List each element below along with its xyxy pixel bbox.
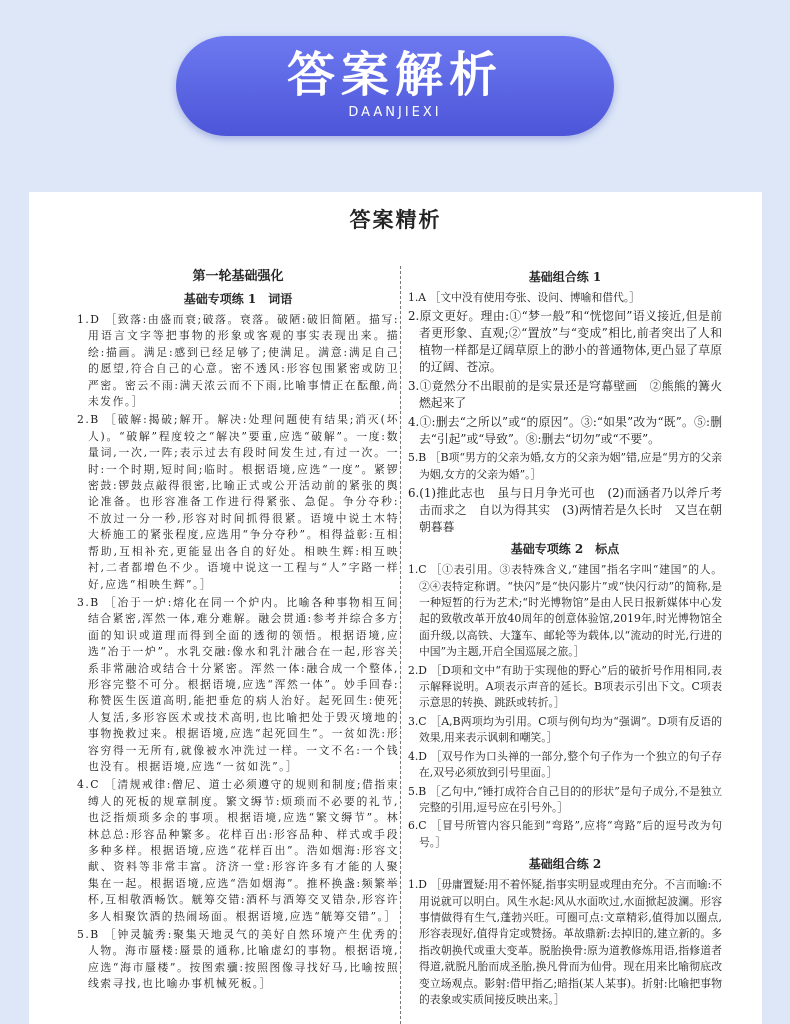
answer-item: 1.D ［致落:由盛而衰;破落。衰落。破陋:破旧简陋。描写:用语言文字等把事物的形象或客观的事实表现出来。描绘:描画。满足:感到已经足够了;使满足。满意:满足自己的愿望,符合自己的心意。密不透风:形容包围紧密或防卫严密。密云不雨:满天浓云而不下雨,比喻事情正在酝酿,尚未发作。］ [77, 313, 399, 409]
answer-item: 4.①:删去“之所以”或“的原因”。③:“如果”改为“既”。⑤:删去“引起”或“导致”。⑧:删去“切勿”或“不要”。 [408, 415, 722, 447]
right-column [408, 266, 722, 1024]
left-column [77, 266, 399, 1024]
round-heading: 第一轮基础强化 [192, 269, 284, 284]
answer-item: 2.B ［破解:揭破;解开。解决:处理问题使有结果;消灭(坏人)。“破解”程度较之“解决”要重,应选“破解”。一度:数量词,一次,一阵;表示过去有段时间发生过,有过一次。一时:一个时期,短时间;临时。根据语境,应选“一度”。紧锣密鼓:锣鼓点敲得很密,比喻正式或公开活动前的紧张的舆论准备。也形容准备工作进行得紧张、急促。争分夺秒:不放过一分一秒,形容对时间抓得很紧。语境中说土木特大桥施工的紧张程度,应选用“争分夺秒”。相得益彰:互相帮助,互相补充,更能显出各自的好处。相映生辉:相互映衬,二者都增色不少。语境中说这一工程与“人”字路一样好,应选“相映生辉”。］ [77, 413, 399, 591]
answer-item: 3.C ［A,B两项均为引用。C项与例句均为“强调”。D项有反语的效果,用来表示讽刺和嘲笑。］ [408, 714, 722, 745]
answer-item: 3.B ［冶于一炉:熔化在同一个炉内。比喻各种事物相互间结合紧密,浑然一体,难分难解。融会贯通:参考并综合多方面的知识或道理而得到全面的透彻的领悟。根据语境,应选“冶于一炉”。水乳交融:像水和乳汁融合在一起,形容关系非常融洽或结合十分紧密。浑然一体:融合成一个整体,形容完整不可分。根据语境,应选“浑然一体”。妙手回春:称赞医生医道高明,能把垂危的病人治好。起死回生:使死人复活,多形容医术或技术高明,也比喻把处于毁灭境地的事物挽救过来。根据语境,应选“起死回生”。一贫如洗:形容穷得一无所有,就像被水冲洗过一样。一文不名:一个钱也没有。根据语境,应选“一贫如洗”。］ [77, 595, 399, 773]
answer-item: 1.A ［文中没有使用夸张、设问、博喻和借代。］ [408, 291, 641, 304]
answer-item: 2.原文更好。理由:①“梦一般”和“恍惚间”语义接近,但是前者更形象、直观;②“置放”与“变成”相比,前者突出了人和植物一样都是辽阔草原上的渺小的普通物体,更凸显了草原的辽阔、苍凉。 [408, 309, 722, 375]
answer-sheet [29, 192, 762, 1024]
answer-item: 5.B ［乙句中,“锤打成符合自己目的的形状”是句子成分,不是独立完整的引用,逗号应在引号外。］ [408, 784, 722, 814]
banner-subtitle: DAANJIEXI [348, 105, 442, 120]
banner-title: 答案解析 [286, 47, 503, 103]
answer-item: 1.C ［①表引用。③表特殊含义,“建国”指名字叫“建国”的人。②④表特定称谓。“快闪”是“快闪影片”或“快闪行动”的简称,是一种短暂的行为艺术;“时光博物馆”是由人民日报新媒体中心发起的致敬改革开放40周年的创意体验馆,2019年,时光博物馆全面升级,以高铁、大篷车、邮轮等为载体,以“流动的时光,行进的中国”为主题,开启全国巡展之旅。］ [408, 563, 722, 659]
section-title: 基础组合练 1 [528, 270, 602, 284]
answer-item: 4.D ［双号作为口头禅的一部分,整个句子作为一个独立的句子存在,双号必须放到引号里面。］ [408, 749, 722, 780]
section-title: 基础专项练 2 标点 [510, 542, 620, 557]
answer-item: 5.B ［B项“男方的父亲为婚,女方的父亲为姻”错,应是“男方的父亲为姻,女方的父亲为婚”。］ [408, 451, 722, 481]
answer-banner [176, 36, 614, 136]
section-title: 基础专项练 1 词语 [183, 292, 293, 306]
answer-item: 1.D ［毋庸置疑:用不着怀疑,指事实明显或理由充分。不言而喻:不用说就可以明白。风生水起:风从水面吹过,水面掀起波澜。形容事情做得有生气,蓬勃兴旺。可圈可点:文章精彩,值得加以圈点,形容表现好,值得肯定或赞扬。革故鼎新:去掉旧的,建立新的。多指改朝换代或重大变革。脱胎换骨:原为道教修炼用语,指修道者得道,就脱凡胎而成圣胎,换凡骨而为仙骨。现在用来比喻彻底改变立场观点。影射:借甲指乙;暗指(某人某事)。折射:比喻把事物的表象或实质间接反映出来。］ [408, 878, 722, 1006]
answer-item: 5.B ［钟灵毓秀:聚集天地灵气的美好自然环境产生优秀的人物。海市蜃楼:蜃景的通称,比喻虚幻的事物。根据语境,应选“海市蜃楼”。按图索骥:按照图像寻找好马,比喻按照线索寻找,也比喻办事机械死板。］ [77, 928, 399, 991]
column-divider [400, 266, 401, 1024]
answer-item: 4.C ［清规戒律:僧尼、道士必须遵守的规则和制度;借指束缚人的死板的规章制度。繁文缛节:烦琐而不必要的礼节,也泛指烦琐多余的事项。根据语境,应选“繁文缛节”。林林总总:形容品种繁多。花样百出:形容品种、样式或手段多种多样。根据语境,应选“花样百出”。浩如烟海:形容文献、资料等非常丰富。济济一堂:形容许多有才能的人聚集在一起。根据语境,应选“浩如烟海”。推杯换盏:频繁举杯,互相敬酒畅饮。觥筹交错:酒杯与酒筹交叉错杂,形容许多人相聚饮酒的热闹场面。根据语境,应选“觥筹交错”。］ [77, 778, 399, 923]
answer-item: 6.C ［冒号所管内容只能到“弯路”,应将“弯路”后的逗号改为句号。］ [408, 819, 722, 849]
page-title: 答案精析 [349, 207, 442, 232]
section-title: 基础组合练 2 [528, 857, 602, 872]
answer-item: 2.D ［D项和文中“有助于实现他的野心”后的破折号作用相同,表示解释说明。A项表示声音的延长。B项表示引出下文。C项表示意思的转换、跳跃或转折。］ [408, 663, 722, 710]
answer-item: 3.①竟然分不出眼前的是实景还是穹幕壁画 ②熊熊的篝火燃起来了 [408, 379, 722, 411]
answer-item: 6.(1)推此志也 虽与日月争光可也 (2)而涵者乃以斧斤考击而求之 自以为得其实 (3)两情若是久长时 又岂在朝朝暮暮 [408, 486, 722, 535]
